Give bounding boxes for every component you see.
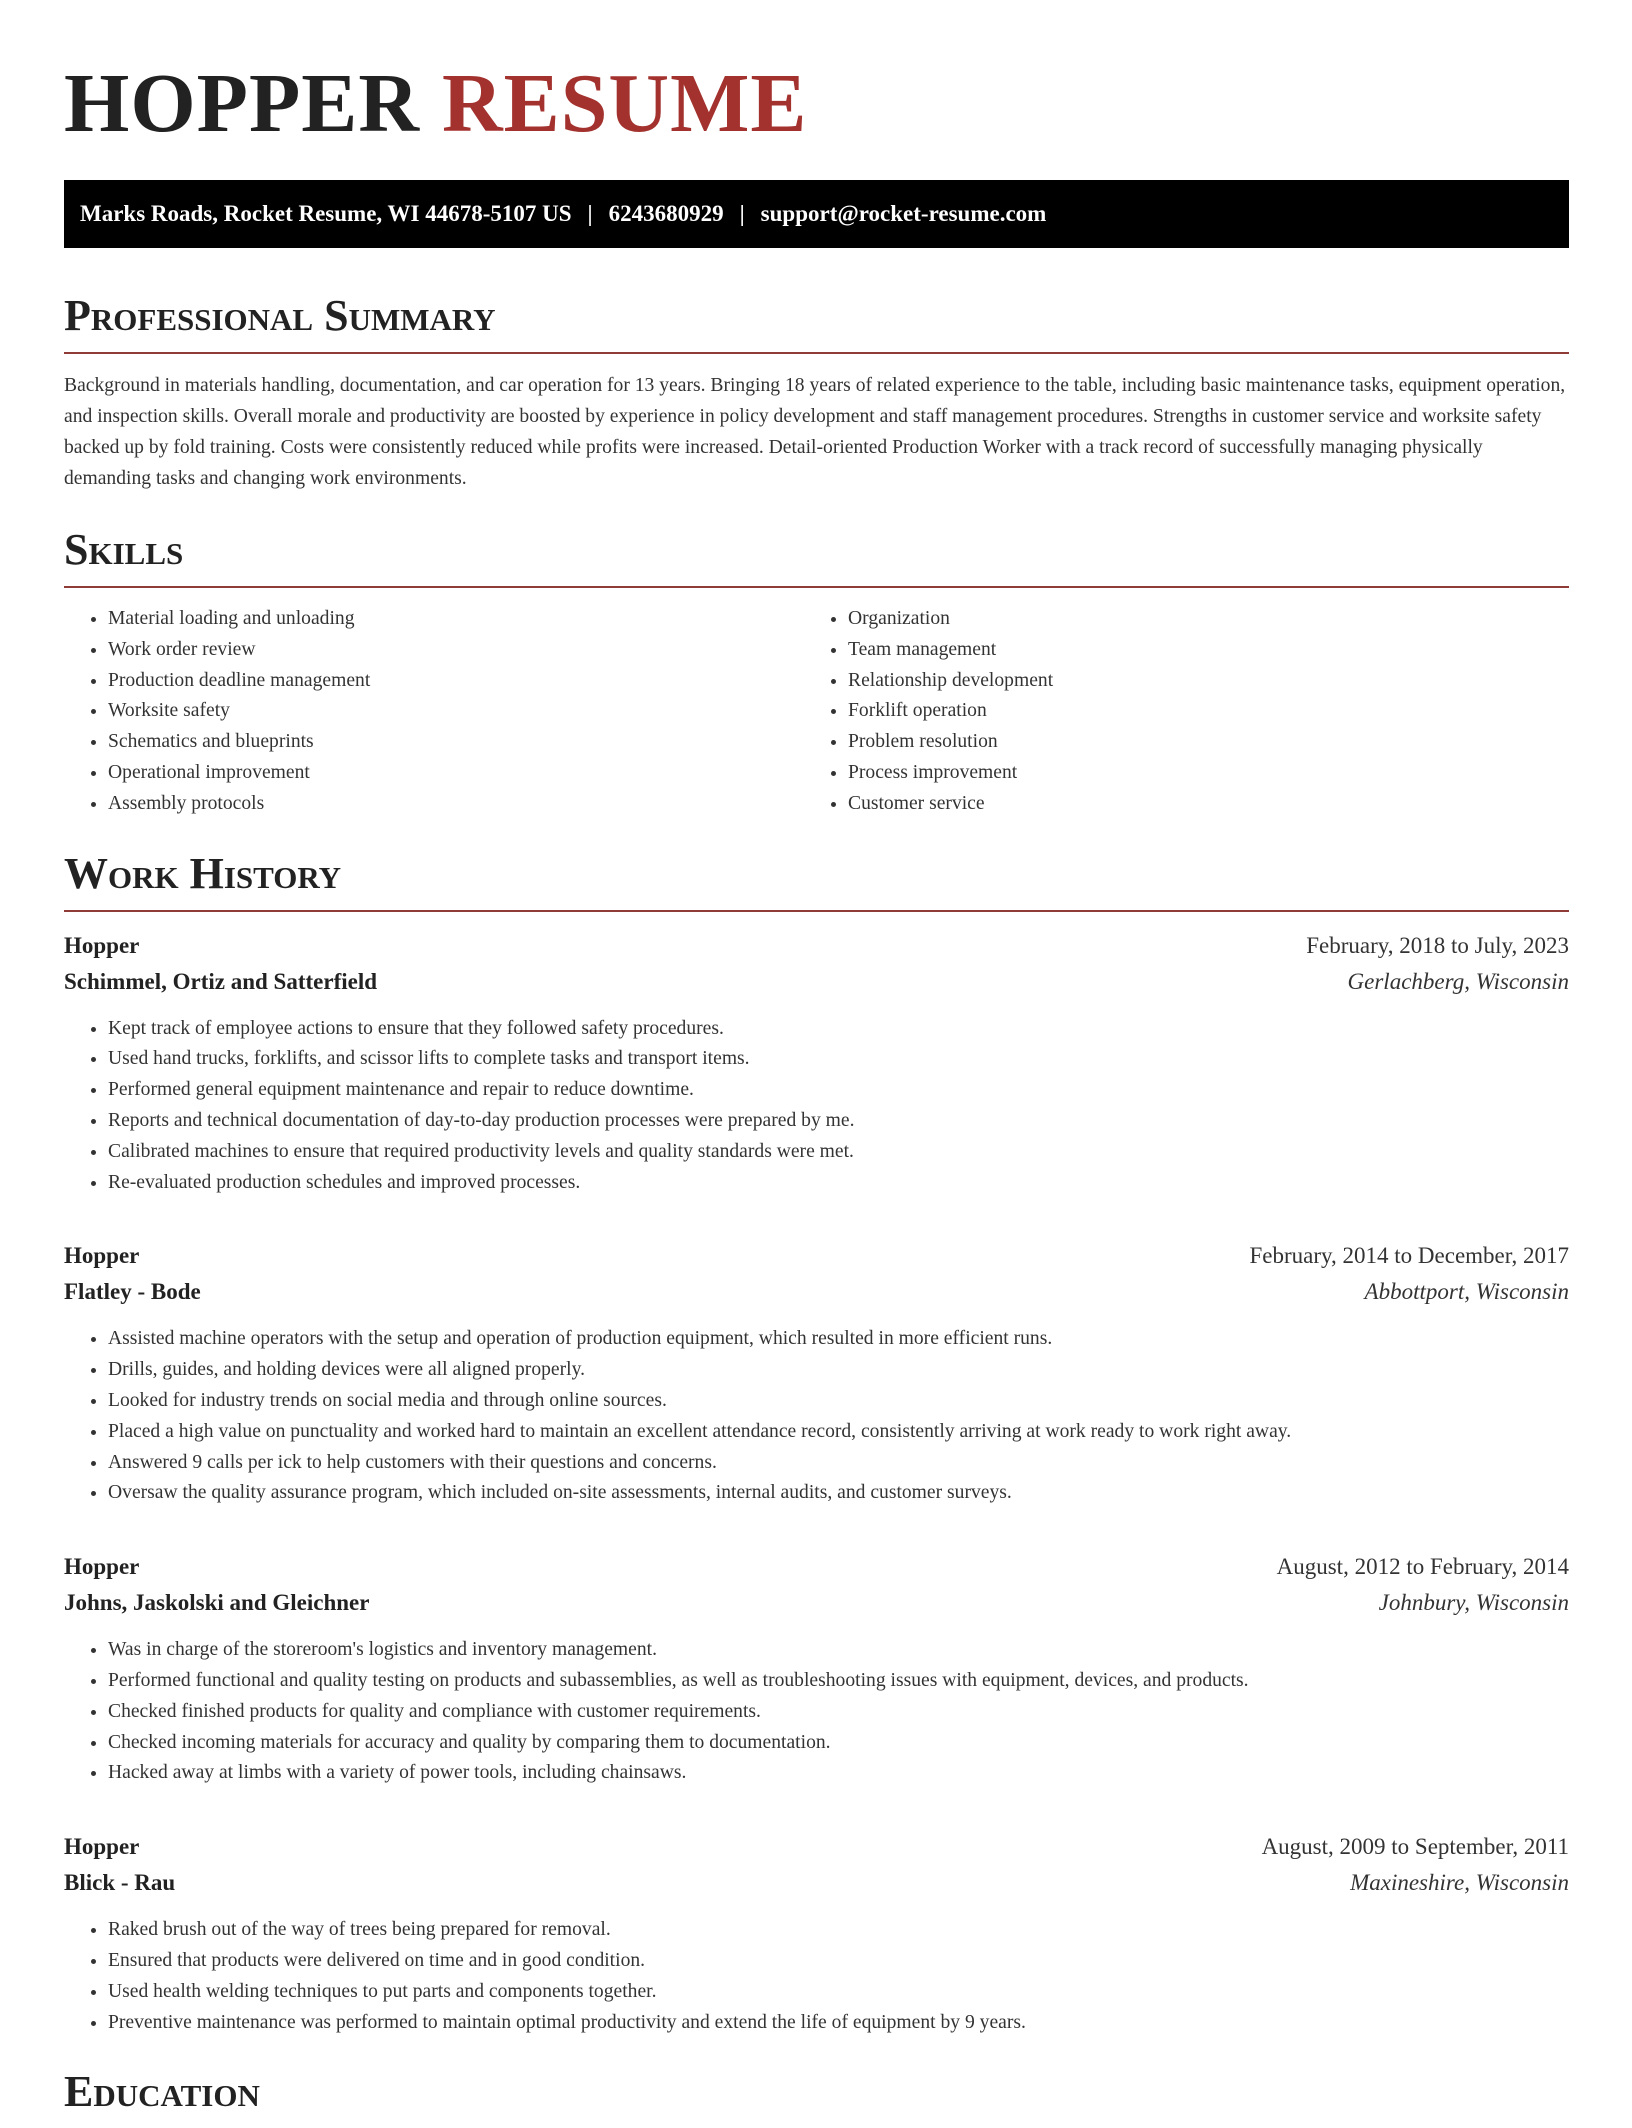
job-bullets	[64, 1324, 1569, 1509]
job-bullets	[64, 1635, 1569, 1789]
job-dates: February, 2014 to December, 2017	[1249, 1243, 1569, 1269]
skill-item: • Operational improvement	[108, 758, 804, 789]
job-bullet: • Checked finished products for quality and compliance with customer requirements.	[108, 1697, 1569, 1728]
job-header-row	[64, 1549, 1569, 1585]
skills-section-title: Skills	[64, 524, 1569, 588]
job-bullets	[64, 1915, 1569, 2038]
job-bullet: • Performed functional and quality testing on products and subassemblies, as well as troubleshooting issues with equipment, devices, and products.	[108, 1666, 1569, 1697]
job-location: Abbottport, Wisconsin	[1364, 1279, 1569, 1305]
job-company: Flatley - Bode	[64, 1279, 201, 1305]
job-bullet: • Answered 9 calls per ick to help customers with their questions and concerns.	[108, 1448, 1569, 1479]
job-bullet: • Kept track of employee actions to ensure that they followed safety procedures.	[108, 1014, 1569, 1045]
skill-item: • Worksite safety	[108, 696, 804, 727]
job-dates: August, 2009 to September, 2011	[1261, 1834, 1569, 1860]
job-bullet: • Re-evaluated production schedules and improved processes.	[108, 1168, 1569, 1199]
job-bullets	[64, 1014, 1569, 1199]
skill-item: • Schematics and blueprints	[108, 727, 804, 758]
job-dates: August, 2012 to February, 2014	[1276, 1554, 1569, 1580]
job-entry	[64, 1829, 1569, 2038]
job-company-row	[64, 1585, 1569, 1621]
job-dates: February, 2018 to July, 2023	[1306, 932, 1569, 958]
job-title: Hopper	[64, 932, 140, 958]
job-bullet: • Hacked away at limbs with a variety of power tools, including chainsaws.	[108, 1758, 1569, 1789]
job-bullet: • Used health welding techniques to put parts and components together.	[108, 1977, 1569, 2008]
skill-item: • Assembly protocols	[108, 789, 804, 820]
contact-address: Marks Roads, Rocket Resume, WI 44678-5107 US	[80, 201, 572, 226]
job-bullet: • Calibrated machines to ensure that required productivity levels and quality standards were met.	[108, 1137, 1569, 1168]
last-name: RESUME	[442, 57, 808, 150]
job-bullet: • Preventive maintenance was performed to maintain optimal productivity and extend the life of equipment by 9 years.	[108, 2008, 1569, 2039]
job-header-row	[64, 1238, 1569, 1274]
job-bullet: • Placed a high value on punctuality and worked hard to maintain an excellent attendance record, consistently arriving at work ready to work right away.	[108, 1417, 1569, 1448]
job-header-row	[64, 928, 1569, 964]
job-title: Hopper	[64, 1243, 140, 1269]
job-entry	[64, 1549, 1569, 1789]
job-title: Hopper	[64, 1834, 140, 1860]
job-bullet: • Used hand trucks, forklifts, and scissor lifts to complete tasks and transport items.	[108, 1044, 1569, 1075]
job-location: Johnbury, Wisconsin	[1378, 1590, 1569, 1616]
skill-item: • Material loading and unloading	[108, 604, 804, 635]
job-company-row	[64, 1865, 1569, 1901]
contact-email: support@rocket-resume.com	[760, 201, 1047, 226]
skills-column-right	[804, 604, 1544, 820]
job-company: Johns, Jaskolski and Gleichner	[64, 1590, 370, 1616]
job-bullet: • Was in charge of the storeroom's logistics and inventory management.	[108, 1635, 1569, 1666]
contact-phone: 6243680929	[608, 201, 724, 226]
job-bullet: • Looked for industry trends on social media and through online sources.	[108, 1386, 1569, 1417]
job-company-row	[64, 1274, 1569, 1310]
job-location: Gerlachberg, Wisconsin	[1347, 968, 1569, 994]
resume-name-heading	[64, 58, 1569, 150]
job-company: Schimmel, Ortiz and Satterfield	[64, 968, 378, 994]
skill-item: • Relationship development	[848, 666, 1544, 697]
first-name: HOPPER	[64, 57, 420, 150]
summary-text: Background in materials handling, documentation, and car operation for 13 years. Bringing 18 years of related experience to the table, including basic maintenance tasks, equipment operation, and inspection skills. Overall morale and productivity are boosted by experience in policy development and staff management procedures. Strengths in customer service and worksite safety backed up by fold training. Costs were consistently reduced while profits were increased. Detail-oriented Production Worker with a track record of successfully managing physically demanding tasks and changing work environments.	[64, 375, 1566, 489]
skill-item: • Forklift operation	[848, 696, 1544, 727]
job-location: Maxineshire, Wisconsin	[1350, 1870, 1569, 1896]
job-company-row	[64, 964, 1569, 1000]
resume-page	[64, 0, 1569, 2128]
skills-column-left	[64, 604, 804, 820]
work-history-section-title: Work History	[64, 848, 1569, 912]
job-header-row	[64, 1829, 1569, 1865]
job-bullet: • Performed general equipment maintenance and repair to reduce downtime.	[108, 1075, 1569, 1106]
skill-item: • Production deadline management	[108, 666, 804, 697]
job-bullet: • Raked brush out of the way of trees being prepared for removal.	[108, 1915, 1569, 1946]
skill-item: • Customer service	[848, 789, 1544, 820]
job-bullet: • Drills, guides, and holding devices were all aligned properly.	[108, 1355, 1569, 1386]
skill-item: • Process improvement	[848, 758, 1544, 789]
job-entry	[64, 928, 1569, 1199]
job-bullet: • Ensured that products were delivered on time and in good condition.	[108, 1946, 1569, 1977]
skill-item: • Problem resolution	[848, 727, 1544, 758]
skills-list	[64, 604, 1569, 820]
skill-item: • Work order review	[108, 635, 804, 666]
job-bullet: • Assisted machine operators with the setup and operation of production equipment, which resulted in more efficient runs.	[108, 1324, 1569, 1355]
skill-item: • Team management	[848, 635, 1544, 666]
job-company: Blick - Rau	[64, 1870, 176, 1896]
job-bullet: • Oversaw the quality assurance program, which included on-site assessments, internal audits, and customer surveys.	[108, 1478, 1569, 1509]
job-bullet: • Checked incoming materials for accuracy and quality by comparing them to documentation.	[108, 1728, 1569, 1759]
contact-separator: |	[739, 201, 745, 226]
education-section-title: Education	[64, 2067, 260, 2117]
job-bullet: • Reports and technical documentation of day-to-day production processes were prepared by me.	[108, 1106, 1569, 1137]
job-entry	[64, 1238, 1569, 1509]
contact-separator: |	[587, 201, 593, 226]
contact-bar	[64, 180, 1569, 248]
skill-item: • Organization	[848, 604, 1544, 635]
summary-section-title: Professional Summary	[64, 290, 1569, 354]
job-title: Hopper	[64, 1554, 140, 1580]
